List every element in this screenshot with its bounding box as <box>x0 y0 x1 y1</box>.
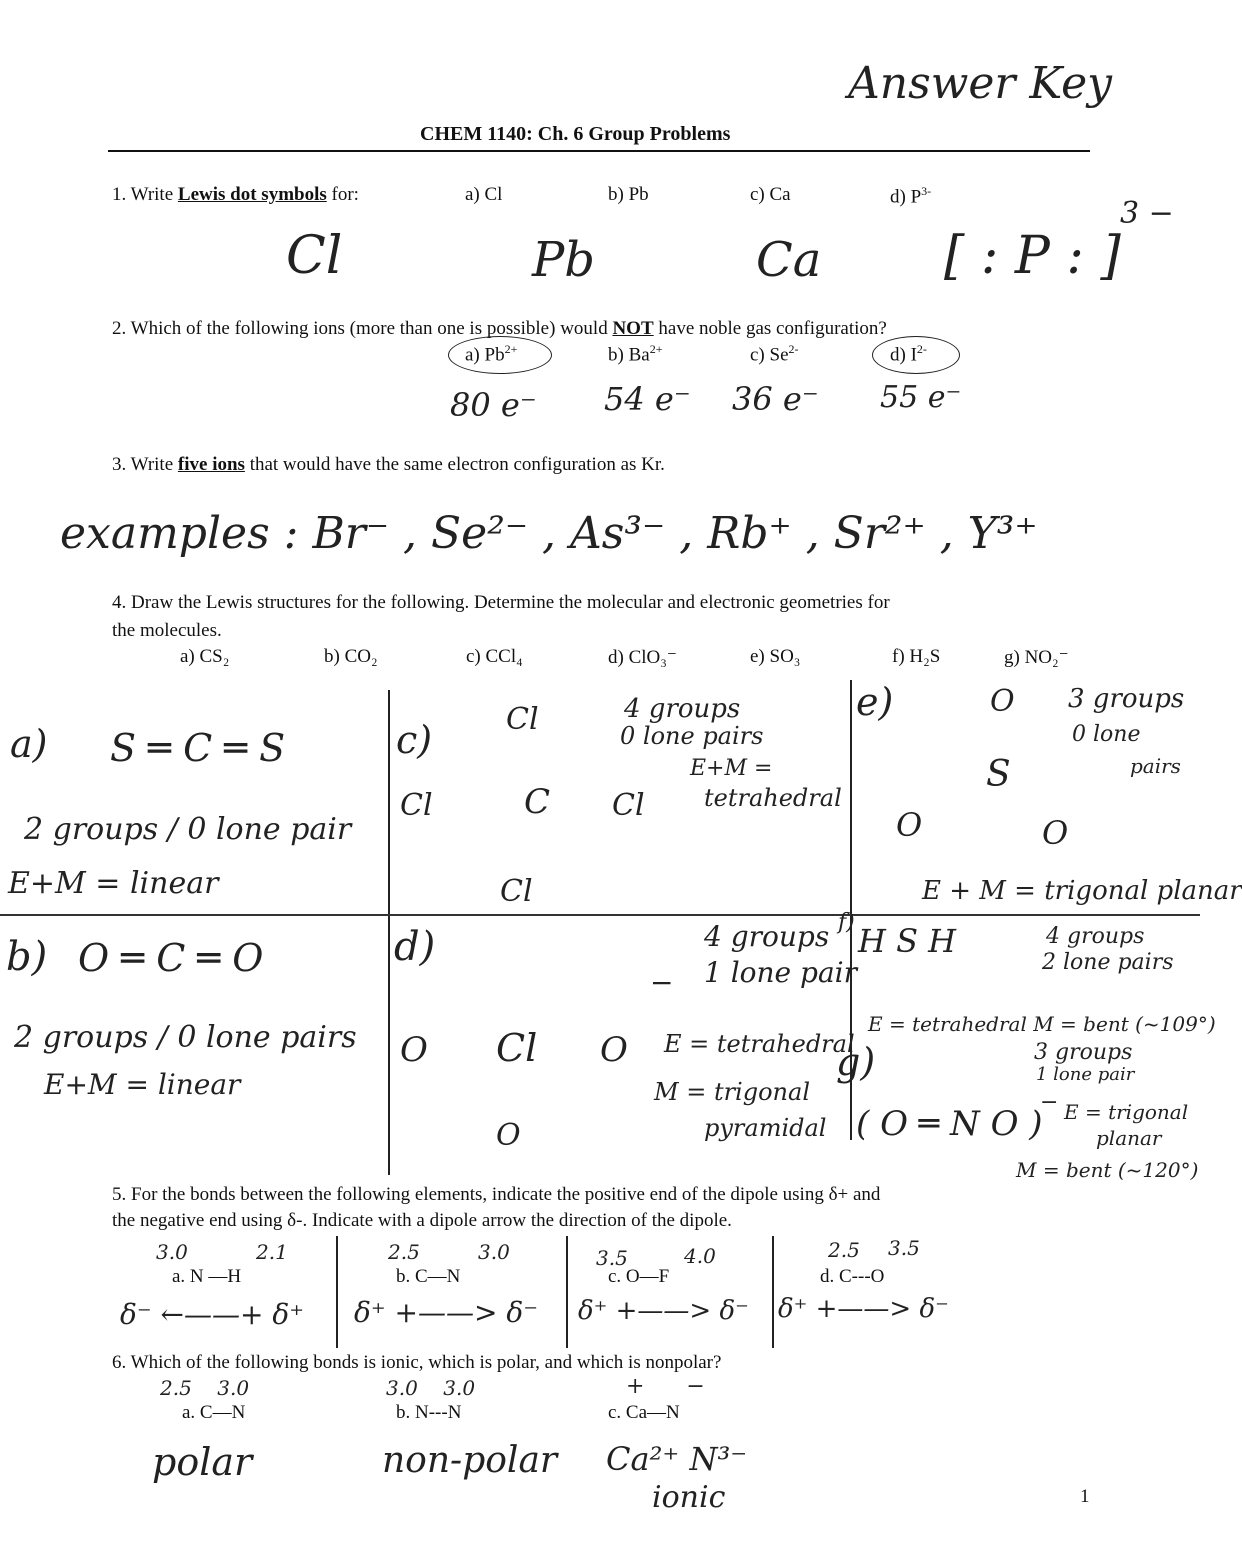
q5c-bond: c. O—F <box>608 1266 670 1287</box>
q4d-lone: 1 lone pair <box>704 956 857 989</box>
q6b-answer: non-polar <box>382 1440 558 1481</box>
q5d-en-right: 3.5 <box>888 1236 920 1260</box>
q4d-charge: − <box>650 966 674 999</box>
q5d-answer: δ⁺ +——> δ⁻ <box>778 1294 949 1324</box>
q5b-bond: b. C—N <box>396 1266 461 1287</box>
q4-option-d: d) ClO₃⁻ <box>608 647 677 668</box>
q5c-en-left: 3.5 <box>596 1246 628 1270</box>
q3-prompt: 3. Write five ions that would have the same electron configuration as Kr. <box>112 454 665 475</box>
answer-key-label: Answer Key <box>848 58 1112 109</box>
q4c-label: c) <box>396 718 433 762</box>
q2-option-a: a) $Pb^{2+}$ <box>465 342 518 366</box>
q4b-label: b) <box>6 934 48 980</box>
q4d-right-o: O <box>600 1030 628 1070</box>
q2-count-d: 55 e⁻ <box>880 380 962 415</box>
q1-answer-cl: Cl <box>286 226 343 286</box>
q4f-label: f) <box>838 910 855 935</box>
q4c-lone: 0 lone pairs <box>620 722 764 750</box>
q2-option-d-circle <box>872 336 960 374</box>
q6b-bond: b. N---N <box>396 1402 462 1423</box>
q4b-structure: O ═ C ═ O <box>78 936 264 980</box>
q5a-bond: a. N —H <box>172 1266 242 1287</box>
q5-prompt-line1: 5. For the bonds between the following elements, indicate the positive end of the dipole using δ+ and <box>112 1184 881 1205</box>
q1-answer-p-charge: 3 − <box>1120 196 1174 231</box>
q2-count-c: 36 e⁻ <box>732 380 819 418</box>
page-title: CHEM 1140: Ch. 6 Group Problems <box>420 123 731 145</box>
q1-answer-ca: Ca <box>756 232 822 288</box>
q4e-left-o: O <box>896 806 923 844</box>
q4c-geometry1: E+M = <box>690 756 773 781</box>
q5a-en-right: 2.1 <box>256 1240 288 1264</box>
q4a-geometry: E+M = linear <box>8 866 219 901</box>
q4c-bottom-cl: Cl <box>500 874 533 909</box>
q4d-left-o: O <box>400 1030 428 1070</box>
q1-option-a: a) Cl <box>465 184 503 205</box>
q4-divider-left <box>388 690 390 1175</box>
q4e-lone1: 0 lone <box>1072 722 1141 747</box>
q4e-groups: 3 groups <box>1068 684 1185 714</box>
q3-answer: examples : Br⁻ , Se²⁻ , As³⁻ , Rb⁺ , Sr²⁺ , Y³⁺ <box>60 508 1038 559</box>
q5d-bond: d. C---O <box>820 1266 885 1287</box>
q1-option-d: d) $P^{3-}$ <box>890 184 932 208</box>
q5-divider-2 <box>566 1236 568 1348</box>
q5-divider-1 <box>336 1236 338 1348</box>
q6b-en: 3.0 3.0 <box>386 1376 476 1400</box>
q4e-center: S <box>986 754 1011 795</box>
q2-option-d: d) $I^{2-}$ <box>890 342 927 366</box>
q4c-geometry2: tetrahedral <box>704 784 842 812</box>
q4d-groups: 4 groups <box>704 920 830 953</box>
q4g-charge: − <box>1040 1090 1059 1115</box>
q4e-top-o: O <box>990 684 1015 719</box>
q6c-answer: Ca²⁺ N³⁻ <box>606 1440 748 1478</box>
q4g-e-geom1: E = trigonal <box>1064 1100 1189 1124</box>
q4-option-b: b) CO₂ <box>324 646 378 667</box>
q4e-geometry: E + M = trigonal planar <box>922 876 1242 906</box>
q4d-m-geom2: pyramidal <box>704 1114 827 1142</box>
q4g-lone: 1 lone pair <box>1036 1064 1135 1085</box>
q4f-geometry: E = tetrahedral M = bent (~109°) <box>868 1012 1216 1036</box>
q4c-top-cl: Cl <box>506 702 539 737</box>
q5b-en-left: 2.5 <box>388 1240 420 1264</box>
q2-prompt: 2. Which of the following ions (more than one is possible) would NOT have noble gas configuration? <box>112 318 887 339</box>
q5a-answer: δ⁻ ←——+ δ⁺ <box>120 1298 304 1331</box>
q1-option-b: b) Pb <box>608 184 649 205</box>
q4a-label: a) <box>10 722 48 766</box>
q6c-answer2: ionic <box>652 1480 726 1515</box>
q6a-answer: polar <box>152 1440 253 1484</box>
q1-option-c: c) Ca <box>750 184 791 205</box>
q2-count-a: 80 e⁻ <box>450 386 537 424</box>
q6c-en: + − <box>626 1374 705 1399</box>
q2-option-c: c) $Se^{2-}$ <box>750 342 799 366</box>
q5c-answer: δ⁺ +——> δ⁻ <box>578 1296 749 1326</box>
q4e-right-o: O <box>1042 814 1069 852</box>
q4b-geometry: E+M = linear <box>44 1068 241 1101</box>
q4a-structure: S ═ C ═ S <box>110 726 286 770</box>
q4f-structure: H S H <box>858 922 957 960</box>
page-number: 1 <box>1080 1486 1090 1507</box>
title-rule <box>108 150 1090 152</box>
q4-prompt-line1: 4. Draw the Lewis structures for the following. Determine the molecular and electronic geometries for <box>112 592 890 613</box>
q4g-e-geom2: planar <box>1096 1126 1162 1150</box>
q4g-m-geom: M = bent (~120°) <box>1016 1158 1199 1182</box>
q4-option-a: a) CS₂ <box>180 646 230 667</box>
q4c-center: C <box>524 782 551 822</box>
q5b-answer: δ⁺ +——> δ⁻ <box>354 1296 538 1329</box>
q4-option-c: c) CCl₄ <box>466 646 523 667</box>
q4b-groups: 2 groups / 0 lone pairs <box>14 1020 357 1055</box>
q5d-en-left: 2.5 <box>828 1238 860 1262</box>
q6a-en: 2.5 3.0 <box>160 1376 250 1400</box>
q5-prompt-line2: the negative end using δ-. Indicate with a dipole arrow the direction of the dipole. <box>112 1210 732 1231</box>
q4f-groups: 4 groups <box>1046 924 1145 949</box>
q4c-left-cl: Cl <box>400 788 433 823</box>
q4c-groups: 4 groups <box>624 694 741 724</box>
q5c-en-right: 4.0 <box>684 1244 716 1268</box>
q4d-label: d) <box>394 924 436 970</box>
q4e-label: e) <box>856 680 894 724</box>
q4d-m-geom1: M = trigonal <box>654 1078 810 1106</box>
q4-option-g: g) NO₂⁻ <box>1004 647 1069 668</box>
q4g-label: g) <box>836 1040 876 1084</box>
q4-option-f: f) H₂S <box>892 646 941 667</box>
q6-prompt: 6. Which of the following bonds is ionic, which is polar, and which is nonpolar? <box>112 1352 722 1373</box>
q2-option-a-circle <box>448 336 552 374</box>
q6a-bond: a. C—N <box>182 1402 246 1423</box>
q4f-lone: 2 lone pairs <box>1042 950 1174 975</box>
q4-option-e: e) SO₃ <box>750 646 801 667</box>
q4d-bottom-o: O <box>496 1118 521 1153</box>
q4-divider-middle <box>0 914 1200 916</box>
q1-answer-pb: Pb <box>532 232 596 288</box>
q1-prompt: 1. Write Lewis dot symbols for: <box>112 184 359 205</box>
q5a-en-left: 3.0 <box>156 1240 188 1264</box>
q5-divider-3 <box>772 1236 774 1348</box>
q2-option-b: b) $Ba^{2+}$ <box>608 342 663 366</box>
q4-prompt-line2: the molecules. <box>112 620 222 641</box>
q4a-groups: 2 groups / 0 lone pair <box>24 812 352 847</box>
q4g-structure: ( O ═ N O ) <box>856 1104 1043 1144</box>
q4g-groups: 3 groups <box>1034 1040 1133 1065</box>
q4d-top-o: Cl <box>496 1026 538 1070</box>
q6c-bond: c. Ca—N <box>608 1402 680 1423</box>
q1-answer-p: [ : P : ] <box>944 226 1121 286</box>
q5b-en-right: 3.0 <box>478 1240 510 1264</box>
q2-count-b: 54 e⁻ <box>604 380 691 418</box>
q4d-e-geom: E = tetrahedral <box>664 1030 855 1058</box>
q4c-right-cl: Cl <box>612 788 645 823</box>
q4e-lone2: pairs <box>1130 754 1181 778</box>
